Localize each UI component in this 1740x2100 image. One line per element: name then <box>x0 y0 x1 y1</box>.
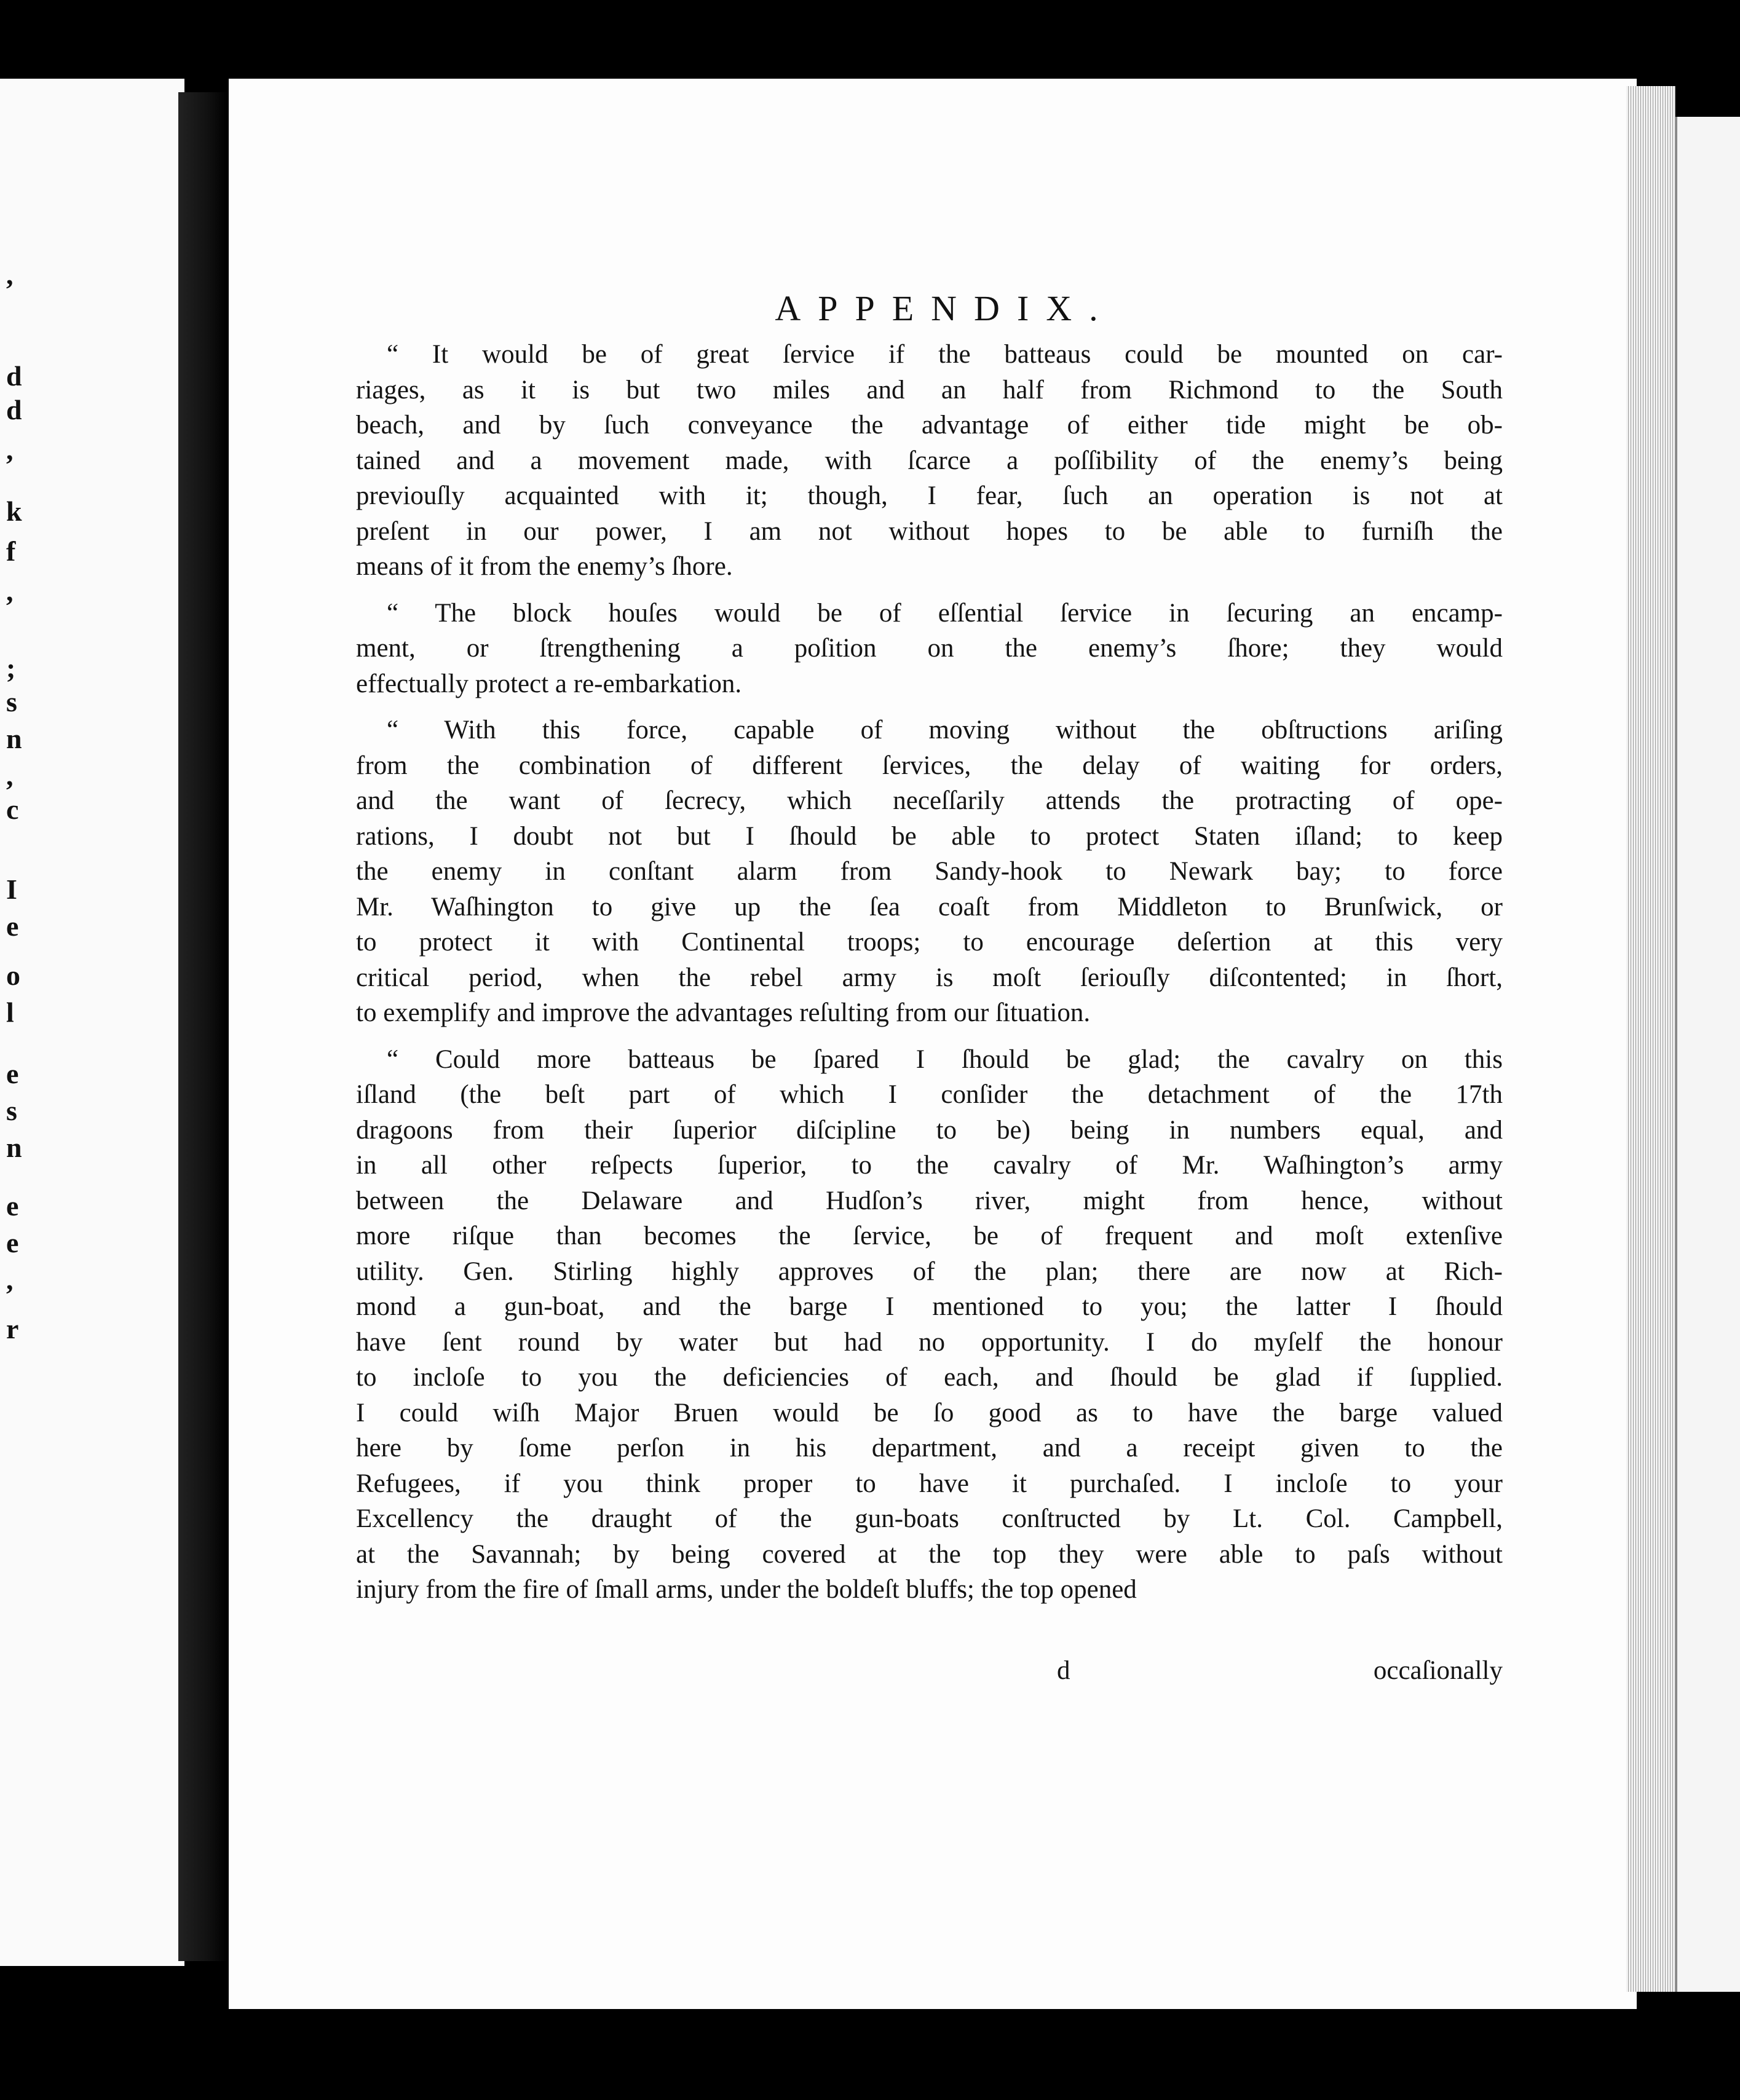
margin-fragment: o <box>6 960 20 991</box>
text-line: dragoons from their ſuperior diſcipline to be) being in numbers equal, and <box>356 1115 1503 1145</box>
text-line: iſland (the beſt part of which I conſider the detachment of the 17th <box>356 1080 1503 1109</box>
margin-fragment: e <box>6 1227 19 1258</box>
catchword: occaſionally <box>1373 1656 1503 1685</box>
text-line: between the Delaware and Hudſon’s river, might from hence, without <box>356 1186 1503 1215</box>
text-line: utility. Gen. Stirling highly approves of the plan; there are now at Rich- <box>356 1257 1503 1286</box>
margin-fragment: e <box>6 1190 19 1222</box>
text-line: to exemplify and improve the advantages reſulting from our ſituation. <box>356 998 1091 1027</box>
paragraph <box>356 712 1503 1031</box>
text-line: I could wiſh Major Bruen would be ſo good as to have the barge valued <box>356 1398 1503 1427</box>
text-line: previouſly acquainted with it; though, I fear, ſuch an operation is not at <box>356 481 1503 510</box>
text-line: to incloſe to you the deficiencies of each, and ſhould be glad if ſupplied. <box>356 1363 1503 1392</box>
margin-fragment: f <box>6 535 16 567</box>
text-line: Mr. Waſhington to give up the ſea coaſt from Middleton to Brunſwick, or <box>356 892 1503 922</box>
text-line: Excellency the draught of the gun-boats conſtructed by Lt. Col. Campbell, <box>356 1504 1503 1533</box>
text-line: preſent in our power, I am not without hopes to be able to furniſh the <box>356 516 1503 546</box>
text-line: injury from the fire of ſmall arms, under the boldeſt bluffs; the top opened <box>356 1575 1137 1604</box>
text-line: effectually protect a re-embarkation. <box>356 669 742 698</box>
paragraph <box>356 337 1503 585</box>
text-line: here by ſome perſon in his department, and a receipt given to the <box>356 1434 1503 1462</box>
text-line: rations, I doubt not but I ſhould be able to protect Staten iſland; to keep <box>356 821 1503 851</box>
body-text <box>356 337 1503 1619</box>
text-line: more riſque than becomes the ſervice, be of frequent and moſt extenſive <box>356 1222 1503 1250</box>
margin-fragment: d <box>6 360 22 392</box>
text-line: have ſent round by water but had no opportunity. I do myſelf the honour <box>356 1327 1503 1357</box>
paragraph <box>356 1042 1503 1608</box>
margin-fragment: n <box>6 1132 22 1163</box>
text-line: ment, or ſtrengthening a poſition on the enemy’s ſhore; they would <box>356 634 1503 663</box>
text-line: the enemy in conſtant alarm from Sandy-hook to Newark bay; to force <box>356 857 1503 886</box>
margin-fragment: ; <box>6 652 16 684</box>
margin-fragment: , <box>6 434 14 465</box>
book-page <box>229 79 1637 2009</box>
text-line: from the combination of different ſervices, the delay of waiting for orders, <box>356 751 1503 780</box>
text-line: “ It would be of great ſervice if the batteaus could be mounted on car- <box>387 340 1503 369</box>
page-footer <box>356 1656 1503 1692</box>
margin-fragment: d <box>6 394 22 425</box>
page-edges <box>1626 86 1675 1992</box>
text-line: means of it from the enemy’s ſhore. <box>356 552 733 581</box>
page-header: APPENDIX. <box>775 288 1115 328</box>
text-line: beach, and by ſuch conveyance the advantage of either tide might be ob- <box>356 411 1503 440</box>
margin-fragment: I <box>6 874 17 905</box>
margin-fragment: s <box>6 686 17 717</box>
next-page-edge <box>1675 117 1740 1992</box>
previous-page-sliver <box>0 79 184 1966</box>
text-line: critical period, when the rebel army is moſt ſeriouſly diſcontented; in ſhort, <box>356 963 1503 992</box>
signature-mark: d <box>1057 1656 1070 1685</box>
scan-background-top <box>0 0 1740 43</box>
text-line: “ With this force, capable of moving without the obſtructions ariſing <box>387 716 1503 744</box>
text-line: Refugees, if you think proper to have it purchaſed. I incloſe to your <box>356 1469 1503 1498</box>
text-line: riages, as it is but two miles and an half from Richmond to the South <box>356 375 1503 405</box>
text-line: in all other reſpects ſuperior, to the cavalry of Mr. Waſhington’s army <box>356 1151 1503 1180</box>
margin-fragment: , <box>6 259 14 290</box>
text-line: “ The block houſes would be of eſſential ſervice in ſecuring an encamp- <box>387 598 1503 628</box>
margin-fragment: , <box>6 575 14 607</box>
margin-fragment: c <box>6 794 19 825</box>
margin-fragment: l <box>6 997 14 1028</box>
margin-fragment: e <box>6 1058 19 1089</box>
paragraph <box>356 596 1503 702</box>
margin-fragment: , <box>6 1264 14 1295</box>
margin-fragment: k <box>6 495 22 527</box>
margin-fragment: e <box>6 910 19 942</box>
text-line: and the want of ſecrecy, which neceſſarily attends the protracting of ope- <box>356 786 1503 815</box>
text-line: “ Could more batteaus be ſpared I ſhould be glad; the cavalry on this <box>387 1044 1503 1074</box>
book-gutter <box>178 92 227 1961</box>
text-line: at the Savannah; by being covered at the top they were able to paſs without <box>356 1539 1503 1569</box>
margin-fragment: , <box>6 760 14 791</box>
text-line: tained and a movement made, with ſcarce a poſſibility of the enemy’s being <box>356 446 1503 475</box>
margin-fragment: n <box>6 723 22 754</box>
text-line: to protect it with Continental troops; to encourage deſertion at this very <box>356 928 1503 957</box>
text-line: mond a gun-boat, and the barge I mentioned to you; the latter I ſhould <box>356 1292 1503 1321</box>
margin-fragment: r <box>6 1313 19 1344</box>
margin-fragment: s <box>6 1095 17 1126</box>
